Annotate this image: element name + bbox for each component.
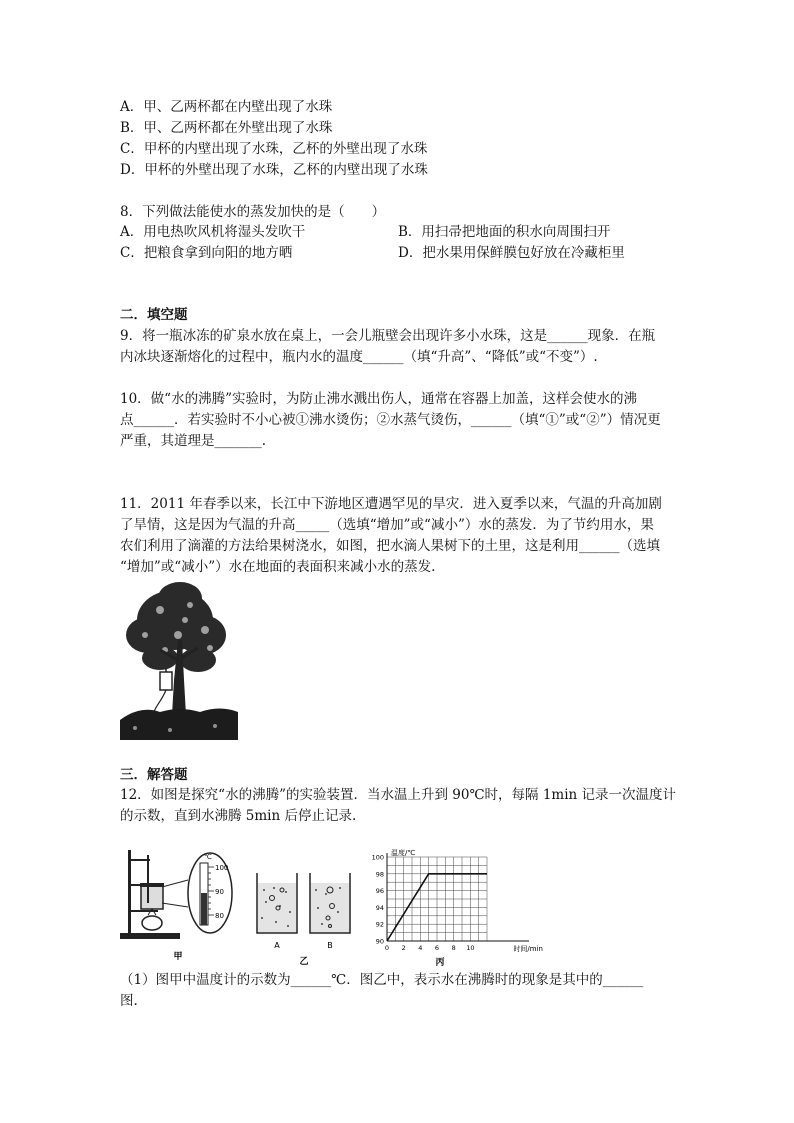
- q7-option-a: A．甲、乙两杯都在内壁出现了水珠: [120, 99, 333, 115]
- chart-y-tick: 96: [375, 887, 384, 896]
- beaker-b: [310, 873, 350, 933]
- q9-line-2: 内冰块逐渐熔化的过程中，瓶内水的温度______（填“升高”、“降低”或“不变”）.: [120, 349, 598, 365]
- q11-line-4: “增加”或“减小”）水在地面的表面积来减小水的蒸发.: [120, 559, 436, 575]
- chart-y-tick: 100: [371, 853, 384, 862]
- figure-jia-apparatus: [118, 845, 238, 965]
- label-beaker-a: A: [274, 941, 280, 950]
- chart-x-tick: 0: [384, 944, 390, 952]
- label-beaker-b: B: [327, 941, 333, 950]
- chart-y-tick: 90: [375, 937, 384, 946]
- label-yi: 乙: [299, 957, 309, 967]
- figure-yi-beakers: [252, 868, 362, 968]
- thermo-100: 100: [215, 864, 229, 872]
- q11-line-2: 了旱情，这是因为气温的升高_____（选填“增加”或“减小”）水的蒸发．为了节约用水，果: [120, 517, 654, 533]
- q12-sub1-line-1: （1）图甲中温度计的示数为______℃．图乙中，表示水在沸腾时的现象是其中的______: [120, 972, 644, 988]
- label-jia: 甲: [173, 952, 183, 962]
- q7-option-d: D．甲杯的外壁出现了水珠，乙杯的内壁出现了水珠: [120, 162, 428, 178]
- q7-option-c: C．甲杯的内壁出现了水珠，乙杯的外壁出现了水珠: [120, 141, 428, 157]
- q10-line-1: 10．做“水的沸腾”实验时，为防止沸水溅出伤人，通常在容器上加盖，这样会使水的沸: [120, 391, 637, 407]
- chart-x-tick: 10: [466, 944, 475, 952]
- chart-y-tick: 92: [375, 920, 384, 929]
- chart-y-tick: 98: [375, 870, 384, 879]
- q8-option-c: C．把粮食拿到向阳的地方晒: [120, 245, 293, 261]
- chart-ylabel: 温度/℃: [391, 849, 416, 857]
- q8-option-d: D．把水果用保鲜膜包好放在冷藏柜里: [398, 245, 625, 261]
- q9-line-1: 9．将一瓶冰冻的矿泉水放在桌上，一会儿瓶壁会出现许多小水珠，这是______现象．在瓶: [120, 328, 656, 344]
- q8-option-a: A．用电热吹风机将湿头发吹干: [120, 224, 306, 240]
- chart-x-tick: 4: [418, 944, 423, 952]
- label-bing: 丙: [435, 958, 445, 968]
- q11-line-3: 农们利用了滴灌的方法给果树浇水，如图，把水滴人果树下的土里，这是利用______（选填: [120, 538, 660, 554]
- chart-x-tick: 6: [434, 944, 440, 952]
- alcohol-lamp: [142, 916, 162, 930]
- beaker-a: [257, 873, 297, 933]
- q10-line-2: 点______．若实验时不小心被①沸水烫伤；②水蒸气烫伤，______（填“①”或“②”）情况更: [120, 412, 661, 428]
- q12-line-1: 12．如图是探究“水的沸腾”的实验装置．当水温上升到 90℃时，每隔 1min 记录一次温度计: [120, 787, 677, 803]
- thermo-90: 90: [215, 888, 224, 896]
- thermo-80: 80: [215, 912, 224, 920]
- stand-rod: [128, 850, 131, 935]
- q8-stem: 8．下列做法能使水的蒸发加快的是（ ）: [120, 204, 386, 220]
- q12-sub1-line-2: 图.: [120, 993, 138, 1009]
- q11-line-1: 11．2011 年春季以来，长江中下游地区遭遇罕见的旱灾．进入夏季以来，气温的升高加剧: [120, 496, 662, 512]
- thermo-unit: ℃: [204, 853, 212, 861]
- chart-xlabel: 时间/min: [513, 945, 543, 953]
- section-answer-title: 三．解答题: [120, 767, 188, 783]
- mercury-column: [201, 893, 207, 925]
- chart-y-tick: 94: [375, 903, 384, 912]
- figure-bing-temperature-chart: [365, 845, 545, 970]
- chart-x-tick: 2: [401, 944, 406, 952]
- beaker: [141, 885, 163, 909]
- q7-option-b: B．甲、乙两杯都在外壁出现了水珠: [120, 120, 333, 136]
- q12-line-2: 的示数，直到水沸腾 5min 后停止记录.: [120, 808, 357, 824]
- q10-line-3: 严重，其道理是_______.: [120, 433, 267, 449]
- section-fill-blank-title: 二．填空题: [120, 307, 188, 323]
- chart-x-tick: 8: [451, 944, 456, 952]
- drip-irrigation-tree-figure: [120, 580, 240, 740]
- q8-option-b: B．用扫帚把地面的积水向周围扫开: [398, 224, 611, 240]
